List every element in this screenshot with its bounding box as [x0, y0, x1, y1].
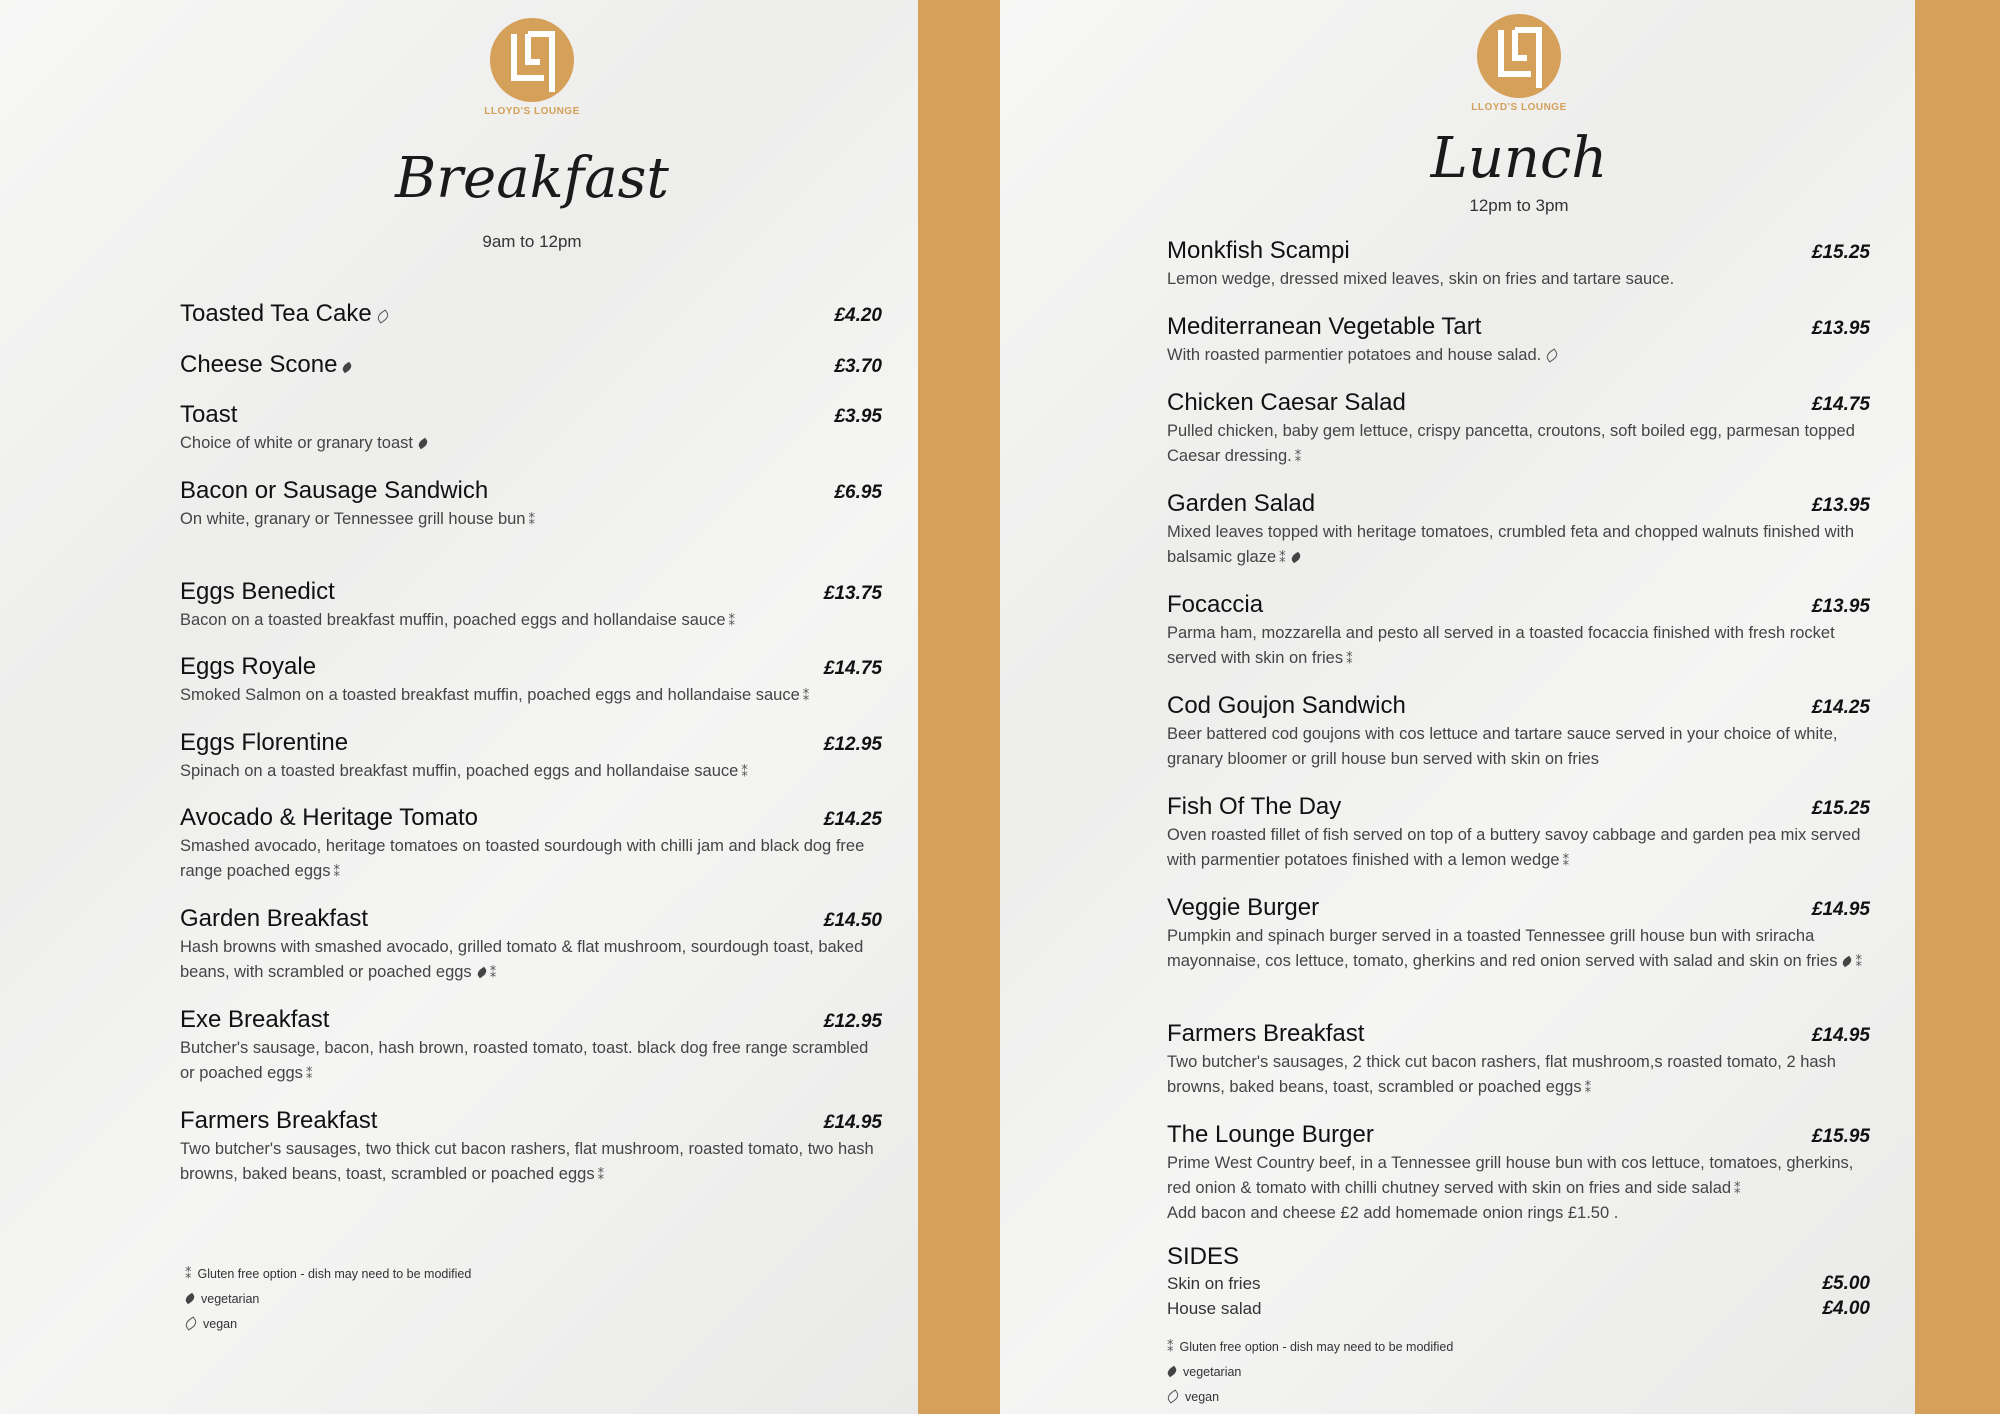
- legend-vegan: vegan: [1167, 1384, 1453, 1409]
- vegetarian-icon: [1290, 552, 1302, 563]
- item-name: Garden Salad: [1167, 490, 1316, 517]
- item-price: £12.95: [823, 734, 882, 755]
- menu-item: [180, 653, 882, 708]
- item-name: Focaccia: [1167, 591, 1264, 618]
- item-price: £14.95: [1811, 1025, 1870, 1046]
- gluten-free-icon: ⁑: [1167, 1338, 1174, 1354]
- item-description: Prime West Country beef, in a Tennessee grill house bun with cos lettuce, tomatoes, gherkins, red onion & tomato with chilli chutney served with skin on fries and side salad ⁑ Add bacon and cheese £2 add homemade onion rings £1.50 .: [1167, 1151, 1870, 1226]
- menu-item: [1167, 894, 1870, 974]
- hours: 12pm to 3pm: [1469, 196, 1569, 215]
- gluten-free-icon: ⁑: [1562, 853, 1570, 868]
- gluten-free-icon: ⁑: [741, 764, 748, 779]
- item-description: Oven roasted fillet of fish served on top of a buttery savoy cabbage and garden pea mix served with parmentier potatoes finished with a lemon wedge ⁑: [1167, 823, 1870, 873]
- logo: [1471, 14, 1567, 113]
- item-description: Butcher's sausage, bacon, hash brown, roasted tomato, toast. black dog free range scrambled or poached eggs ⁑: [180, 1036, 882, 1086]
- item-name: Eggs Florentine: [180, 729, 349, 756]
- menu-item: [180, 729, 882, 784]
- item-price: £15.25: [1811, 242, 1870, 263]
- legend-gluten-free: ⁑ Gluten free option - dish may need to be modified: [1167, 1338, 1454, 1354]
- item-description: Mixed leaves topped with heritage tomatoes, crumbled feta and chopped walnuts finished with balsamic glaze ⁑: [1167, 520, 1870, 570]
- vegan-icon: [375, 310, 390, 324]
- gluten-free-icon: ⁑: [1279, 550, 1286, 565]
- vegetarian-icon: [1166, 1366, 1178, 1377]
- menu-item: [180, 300, 882, 328]
- menu-item: [1167, 591, 1870, 671]
- item-name: Cod Goujon Sandwich: [1167, 692, 1406, 719]
- menu-item: [1167, 1121, 1870, 1226]
- item-price: £13.75: [823, 583, 882, 604]
- item-price: £13.95: [1811, 495, 1870, 516]
- gluten-free-icon: ⁑: [1855, 954, 1862, 969]
- gluten-free-icon: ⁑: [489, 965, 497, 980]
- item-name: Exe Breakfast: [180, 1006, 330, 1033]
- item-name: Chicken Caesar Salad: [1167, 389, 1406, 416]
- item-description: Smoked Salmon on a toasted breakfast muffin, poached eggs and hollandaise sauce ⁑: [180, 683, 882, 708]
- legend-gluten-free: ⁑ Gluten free option - dish may need to be modified: [185, 1265, 472, 1281]
- item-name: Eggs Royale: [180, 653, 317, 680]
- legend: [185, 1261, 471, 1336]
- gluten-free-icon: ⁑: [1584, 1080, 1592, 1095]
- item-name: Farmers Breakfast: [1167, 1020, 1365, 1047]
- side-price: £4.00: [1822, 1298, 1870, 1319]
- item-name: Eggs Benedict: [180, 578, 335, 605]
- menu-item: [1167, 1020, 1870, 1100]
- item-price: £14.25: [823, 809, 882, 830]
- legend-vegan: vegan: [185, 1311, 471, 1336]
- sides-title: SIDES: [1167, 1243, 1240, 1270]
- legend-vegetarian: vegetarian: [1167, 1359, 1453, 1384]
- menu-item: [1167, 313, 1870, 368]
- item-price: £14.95: [823, 1112, 882, 1133]
- side-price: £5.00: [1822, 1273, 1870, 1294]
- item-price: £6.95: [834, 482, 882, 503]
- gluten-free-icon: ⁑: [728, 613, 735, 628]
- hours: 9am to 12pm: [482, 232, 582, 251]
- menu-item: [180, 351, 882, 379]
- item-description: Pumpkin and spinach burger served in a toasted Tennessee grill house bun with sriracha mayonnaise, cos lettuce, tomato, gherkins and red onion served with salad and skin on fries ⁑: [1167, 924, 1870, 974]
- item-price: £15.25: [1811, 798, 1870, 819]
- lloyds-lounge-logo-icon: [490, 18, 574, 102]
- page-title: Breakfast: [395, 146, 669, 211]
- item-description: Beer battered cod goujons with cos lettuce and tartare sauce served in your choice of white, granary bloomer or grill house bun served with skin on fries: [1167, 725, 1838, 768]
- side-item: [1167, 1296, 1870, 1321]
- gluten-free-icon: ⁑: [1294, 449, 1302, 464]
- item-price: £3.70: [834, 356, 882, 377]
- gluten-free-icon: ⁑: [305, 1066, 313, 1081]
- vegan-icon: [1545, 349, 1560, 363]
- menu-item: [180, 804, 882, 884]
- item-name: Bacon or Sausage Sandwich: [180, 477, 489, 504]
- lloyds-lounge-logo-icon: [1477, 14, 1561, 98]
- item-price: £14.50: [823, 910, 882, 931]
- vegetarian-icon: [1841, 956, 1853, 967]
- item-name: Farmers Breakfast: [180, 1107, 378, 1134]
- item-name: Fish Of The Day: [1167, 793, 1342, 820]
- menu-item: [180, 477, 882, 532]
- legend-vegetarian: vegetarian: [185, 1286, 471, 1311]
- brand-name: LLOYD'S LOUNGE: [484, 106, 580, 117]
- legend: [1167, 1334, 1453, 1409]
- item-name: Monkfish Scampi: [1167, 237, 1350, 264]
- item-description: Smashed avocado, heritage tomatoes on toasted sourdough with chilli jam and black dog free range poached eggs ⁑: [180, 834, 882, 884]
- item-name: Toast: [180, 401, 238, 428]
- gluten-free-icon: ⁑: [185, 1265, 192, 1281]
- item-description: Parma ham, mozzarella and pesto all served in a toasted focaccia finished with fresh rocket served with skin on fries ⁑: [1167, 621, 1870, 671]
- item-description: Hash browns with smashed avocado, grilled tomato & flat mushroom, sourdough toast, baked beans, with scrambled or poached eggs ⁑: [180, 935, 882, 985]
- menu-item: [180, 401, 882, 456]
- vegan-icon: [1166, 1389, 1181, 1403]
- item-description: Pulled chicken, baby gem lettuce, crispy pancetta, croutons, soft boiled egg, parmesan topped Caesar dressing. ⁑: [1167, 419, 1870, 469]
- vegan-icon: [184, 1316, 199, 1330]
- item-price: £14.75: [1811, 394, 1870, 415]
- menu-item: [1167, 237, 1870, 292]
- item-name: Veggie Burger: [1167, 894, 1320, 921]
- side-item: [1167, 1271, 1870, 1296]
- gluten-free-icon: ⁑: [802, 688, 810, 703]
- logo: [484, 18, 580, 117]
- item-description: Lemon wedge, dressed mixed leaves, skin on fries and tartare sauce.: [1167, 270, 1675, 288]
- vegetarian-icon: [341, 362, 353, 373]
- menu-item: [180, 578, 882, 633]
- gluten-free-icon: ⁑: [597, 1167, 605, 1182]
- menu-item: [1167, 793, 1870, 873]
- sides: [1167, 1243, 1870, 1321]
- page-title: Lunch: [1430, 126, 1608, 191]
- item-name: The Lounge Burger: [1167, 1121, 1374, 1148]
- item-price: £3.95: [834, 406, 882, 427]
- menu-item: [1167, 490, 1870, 570]
- item-price: £14.95: [1811, 899, 1870, 920]
- item-price: £4.20: [834, 305, 882, 326]
- item-price: £14.25: [1811, 697, 1870, 718]
- vegetarian-icon: [476, 967, 488, 978]
- menu-item: [1167, 692, 1870, 772]
- lunch-page: [1000, 0, 1915, 1414]
- item-name: Cheese Scone: [180, 351, 338, 378]
- item-price: £12.95: [823, 1011, 882, 1032]
- item-description: Bacon on a toasted breakfast muffin, poached eggs and hollandaise sauce ⁑: [180, 608, 882, 633]
- breakfast-page: [0, 0, 918, 1414]
- side-name: Skin on fries: [1167, 1274, 1261, 1293]
- menu-item: [180, 1107, 882, 1187]
- item-name: Toasted Tea Cake: [180, 300, 372, 327]
- gluten-free-icon: ⁑: [333, 864, 340, 879]
- item-name: Avocado & Heritage Tomato: [180, 804, 478, 831]
- item-price: £13.95: [1811, 318, 1870, 339]
- gluten-free-icon: ⁑: [1346, 651, 1353, 666]
- menu-item: [180, 1006, 882, 1086]
- item-price: £14.75: [823, 658, 882, 679]
- item-price: £15.95: [1811, 1126, 1870, 1147]
- item-name: Garden Breakfast: [180, 905, 369, 932]
- gluten-free-icon: ⁑: [1734, 1181, 1741, 1196]
- item-price: £13.95: [1811, 596, 1870, 617]
- side-name: House salad: [1167, 1299, 1262, 1318]
- brand-name: LLOYD'S LOUNGE: [1471, 102, 1567, 113]
- menu-item: [1167, 389, 1870, 469]
- item-description: With roasted parmentier potatoes and house salad.: [1167, 343, 1870, 368]
- item-description: Two butcher's sausages, 2 thick cut bacon rashers, flat mushroom,s roasted tomato, 2 hash browns, baked beans, toast, scrambled or poached eggs ⁑: [1167, 1050, 1870, 1100]
- item-description: Two butcher's sausages, two thick cut bacon rashers, flat mushroom, roasted tomato, two hash browns, baked beans, toast, scrambled or poached eggs ⁑: [180, 1137, 882, 1187]
- item-description: On white, granary or Tennessee grill house bun ⁑: [180, 507, 882, 532]
- vegetarian-icon: [184, 1293, 196, 1304]
- item-name: Mediterranean Vegetable Tart: [1167, 313, 1482, 340]
- item-extra: Add bacon and cheese £2 add homemade onion rings £1.50 .: [1167, 1204, 1619, 1222]
- menu-item: [180, 905, 882, 985]
- gluten-free-icon: ⁑: [528, 512, 535, 527]
- item-description: Choice of white or granary toast: [180, 431, 882, 456]
- item-description: Spinach on a toasted breakfast muffin, poached eggs and hollandaise sauce ⁑: [180, 759, 882, 784]
- vegetarian-icon: [417, 438, 429, 449]
